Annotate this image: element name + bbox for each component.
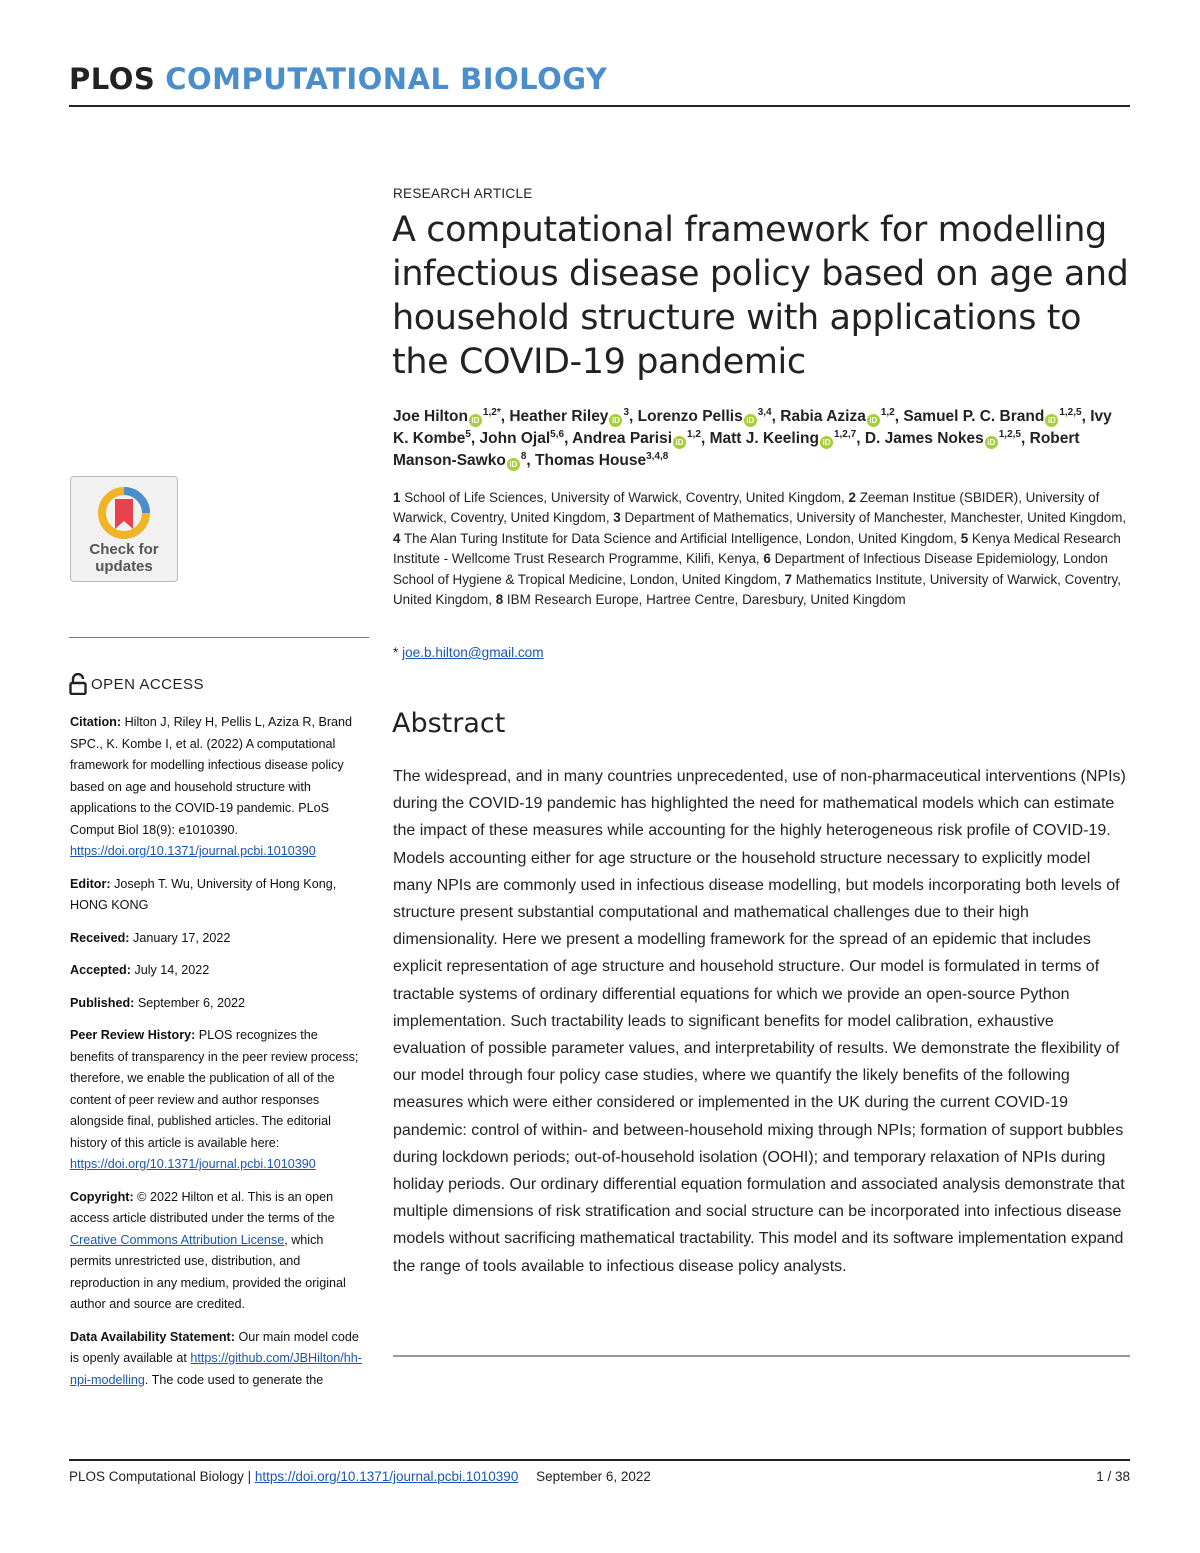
orcid-icon[interactable]: iD	[673, 436, 686, 449]
author-affiliation-marker: 1,2,5	[998, 428, 1021, 440]
article-title: A computational framework for modelling infectious disease policy based on age and household structure with applications to the COVID-19 pandemic	[392, 210, 1129, 382]
author-affiliation-marker: 1,2	[687, 428, 701, 440]
abstract-text: The widespread, and in many countries unprecedented, use of non-pharmaceutical interventions (NPIs) during the COVID-19 pandemic has highlighted the need for mathematical models which can estimate the impact of these measures while accounting for the highly heterogeneous risk profile of COVID-19. Models accounting either for age structure or the household structure necessary to explicitly model many NPIs are commonly used in infectious disease modelling, but models incorporating both levels of structure present substantial computational and mathematical challenges due to their high dimensionality. Here we present a modelling framework for the spread of an epidemic that includes explicit representation of age structure and household structure. Our model is formulated in terms of tractable systems of ordinary differential equations for which we provide an open-source Python implementation. Such tractability leads to significant benefits for model calibration, exhaustive evaluation of possible parameter values, and interpretability of results. We demonstrate the flexibility of our model through four policy case studies, where we quantify the likely benefits of the following measures which were either considered or implemented in the UK during the current COVID-19 pandemic: control of within- and between-household mixing through NPIs; formation of support bubbles during lockdown periods; out-of-household isolation (OOHI); and temporary relaxation of NPIs during holiday periods. Our ordinary differential equation formulation and associated analysis demonstrate that multiple dimensions of risk stratification and social structure can be incorporated into infectious disease models without sacrificing mathematical tractability. This model and its software implementation expand the range of tools available to infectious disease policy analysts.	[393, 768, 1126, 1275]
header-divider	[69, 105, 1130, 107]
author-affiliation-marker: 3,4	[757, 406, 772, 418]
orcid-icon[interactable]: iD	[985, 436, 998, 449]
corresponding-email: * joe.b.hilton@gmail.com	[393, 645, 544, 660]
crossmark-label-2: updates	[95, 558, 153, 575]
author[interactable]	[780, 408, 894, 425]
author-name: Samuel P. C. Brand	[903, 408, 1045, 425]
affiliation-number: 4	[393, 530, 401, 546]
author-affiliation-marker: 3,4,8	[646, 450, 669, 462]
affiliation-text: School of Life Sciences, University of Warwick, Coventry, United Kingdom,	[404, 490, 845, 505]
author-affiliation-marker: 1,2	[880, 406, 895, 418]
affiliation-text: The Alan Turing Institute for Data Science and Artificial Intelligence, London, United Kingdom,	[403, 530, 957, 546]
author[interactable]	[509, 408, 629, 425]
author-name: Rabia Aziza	[780, 408, 866, 425]
github-link[interactable]: https://github.com/JBHilton/hh-npi-modelling	[70, 1351, 362, 1387]
received-date: Received: January 17, 2022	[70, 930, 231, 945]
author-name: Ivy K. Kombe	[393, 408, 1112, 447]
author[interactable]	[865, 430, 1021, 447]
abstract-heading: Abstract	[392, 708, 506, 739]
citation-doi-link[interactable]: https://doi.org/10.1371/journal.pcbi.1010390	[70, 844, 316, 858]
data-availability: Data Availability Statement: Our main model code is openly available at https://github.com/JBHilton/hh-npi-modelling. The code used to generate the	[70, 1329, 362, 1387]
affiliation-number: 8	[495, 592, 504, 608]
abstract-divider	[393, 1355, 1130, 1357]
orcid-icon[interactable]: iD	[867, 414, 880, 427]
affiliation-text: Zeeman Institue (SBIDER), University of Warwick, Coventry, United Kingdom,	[393, 490, 1100, 526]
affiliation-number: 6	[763, 551, 771, 567]
email-link[interactable]: joe.b.hilton@gmail.com	[402, 645, 544, 660]
affiliation-number: 7	[784, 571, 792, 587]
author-name: Joe Hilton	[393, 408, 468, 425]
author-list: Joe Hilton $iD^{1,2*}$, Heather Riley $iD^3$, Lorenzo Pellis iD$^{3,4}$, Rabia Aziza iD$^{1,2}$, Samuel P. C. Brand iD$^{1,2,5}$, Ivy K. Kombe$^5$, John Ojal$^{5,6}$, Andrea Parisi iD$^{1,2}$, Matt J. Keeling iD$^{1,2,7}$, D. James Nokes iD$^{1,2,5}$, Robert Manson-Sawko $iD^8$, Thomas House$^{3,4,8}$	[393, 406, 1112, 469]
author-name: John Ojal	[479, 430, 551, 447]
author-affiliation-marker: 8	[520, 450, 527, 462]
author-name: D. James Nokes	[864, 430, 984, 447]
page-footer	[69, 1469, 651, 1484]
journal-name-title: COMPUTATIONAL BIOLOGY	[165, 62, 608, 96]
copyright: Copyright: © 2022 Hilton et al. This is an open access article distributed under the terms of the Creative Commons Attribution License, which permits unrestricted use, distribution, and reproduction in any medium, provided the original author and source are credited.	[70, 1189, 346, 1311]
affiliation-text: IBM Research Europe, Hartree Centre, Daresbury, United Kingdom	[506, 592, 906, 608]
affiliation-number: 1	[393, 490, 401, 505]
affiliation-text: Department of Infectious Disease Epidemiology, London School of Hygiene & Tropical Medicine, London, United Kingdom,	[393, 551, 1108, 587]
peer-review-history: Peer Review History: PLOS recognizes the benefits of transparency in the peer review process; therefore, we enable the publication of all of the content of peer review and author responses alongside final, published articles. The editorial history of this article is available here: https://doi.org/10.1371/journal.pcbi.1010390	[70, 1028, 359, 1171]
open-access-badge	[69, 673, 204, 695]
author-affiliation-marker: 5,6	[550, 428, 565, 440]
footer-journal: PLOS Computational Biology |	[69, 1469, 252, 1484]
author-name: Lorenzo Pellis	[637, 408, 743, 425]
author-affiliation-marker: 1,2,5	[1059, 406, 1082, 418]
orcid-icon[interactable]: iD	[469, 414, 482, 427]
author-name: Heather Riley	[509, 408, 609, 425]
author[interactable]	[535, 452, 668, 469]
sidebar-divider	[69, 637, 369, 638]
article-type: RESEARCH ARTICLE	[393, 186, 533, 201]
author-affiliation-marker: 3	[623, 406, 629, 418]
orcid-icon[interactable]: iD	[820, 436, 833, 449]
author-affiliation-marker: 1,2,7	[833, 428, 857, 440]
author[interactable]	[903, 408, 1081, 425]
article-info-sidebar	[70, 712, 365, 1402]
author-affiliation-marker: 1,2	[482, 406, 497, 418]
page-number: 1 / 38	[1096, 1469, 1130, 1484]
author-name: Matt J. Keeling	[709, 430, 819, 447]
affiliation-text: Kenya Medical Research Institute - Wellcome Trust Research Programme, Kilifi, Kenya,	[393, 530, 1121, 567]
citation: Citation: Hilton J, Riley H, Pellis L, Aziza R, Brand SPC., K. Kombe I, et al. (2022) A computational framework for modelling infectious disease policy based on age and household structure with applications to the COVID-19 pandemic. PLoS Comput Biol 18(9): e1010390. https://doi.org/10.1371/journal.pcbi.1010390	[70, 715, 353, 858]
footer-doi-link[interactable]: https://doi.org/10.1371/journal.pcbi.1010390	[254, 1469, 519, 1484]
orcid-icon[interactable]: iD	[609, 414, 622, 427]
accepted-date: Accepted: July 14, 2022	[70, 963, 210, 977]
affiliation-text: Department of Mathematics, University of Manchester, Manchester, United Kingdom,	[624, 510, 1127, 526]
journal-name-plos: PLOS	[69, 62, 156, 96]
orcid-icon[interactable]: iD	[744, 414, 757, 427]
affiliation-text: Mathematics Institute, University of Warwick, Coventry, United Kingdom,	[393, 571, 1121, 608]
check-for-updates-badge[interactable]	[70, 476, 178, 582]
journal-masthead	[69, 62, 607, 96]
editor: Editor: Joseph T. Wu, University of Hong Kong, HONG KONG	[70, 876, 337, 912]
author-affiliation-marker: 5	[465, 428, 471, 440]
open-access-label: OPEN ACCESS	[91, 675, 205, 693]
author[interactable]	[572, 430, 701, 447]
footer-divider	[69, 1459, 1130, 1461]
affiliations	[393, 488, 1131, 610]
affiliation-number: 3	[613, 510, 621, 526]
affiliation-number: 2	[848, 490, 856, 505]
crossmark-label-1: Check for	[89, 541, 159, 558]
author-name: Thomas House	[535, 452, 647, 469]
author-name: Andrea Parisi	[572, 430, 673, 447]
license-link[interactable]: Creative Commons Attribution License	[70, 1232, 285, 1247]
author[interactable]	[710, 430, 857, 447]
crossmark-icon	[93, 485, 155, 541]
peer-review-link[interactable]: https://doi.org/10.1371/journal.pcbi.1010390	[70, 1157, 316, 1171]
orcid-icon[interactable]: iD	[1045, 414, 1058, 427]
affiliation-number: 5	[960, 530, 969, 546]
author[interactable]	[638, 408, 772, 425]
corresponding-marker: *	[496, 406, 501, 418]
author[interactable]	[480, 430, 565, 447]
author[interactable]	[393, 408, 501, 425]
published-date: Published: September 6, 2022	[70, 995, 245, 1010]
orcid-icon[interactable]: iD	[507, 458, 520, 471]
author-name: Robert Manson-Sawko	[393, 430, 1080, 469]
open-lock-icon	[69, 673, 87, 695]
footer-date: September 6, 2022	[536, 1469, 651, 1484]
